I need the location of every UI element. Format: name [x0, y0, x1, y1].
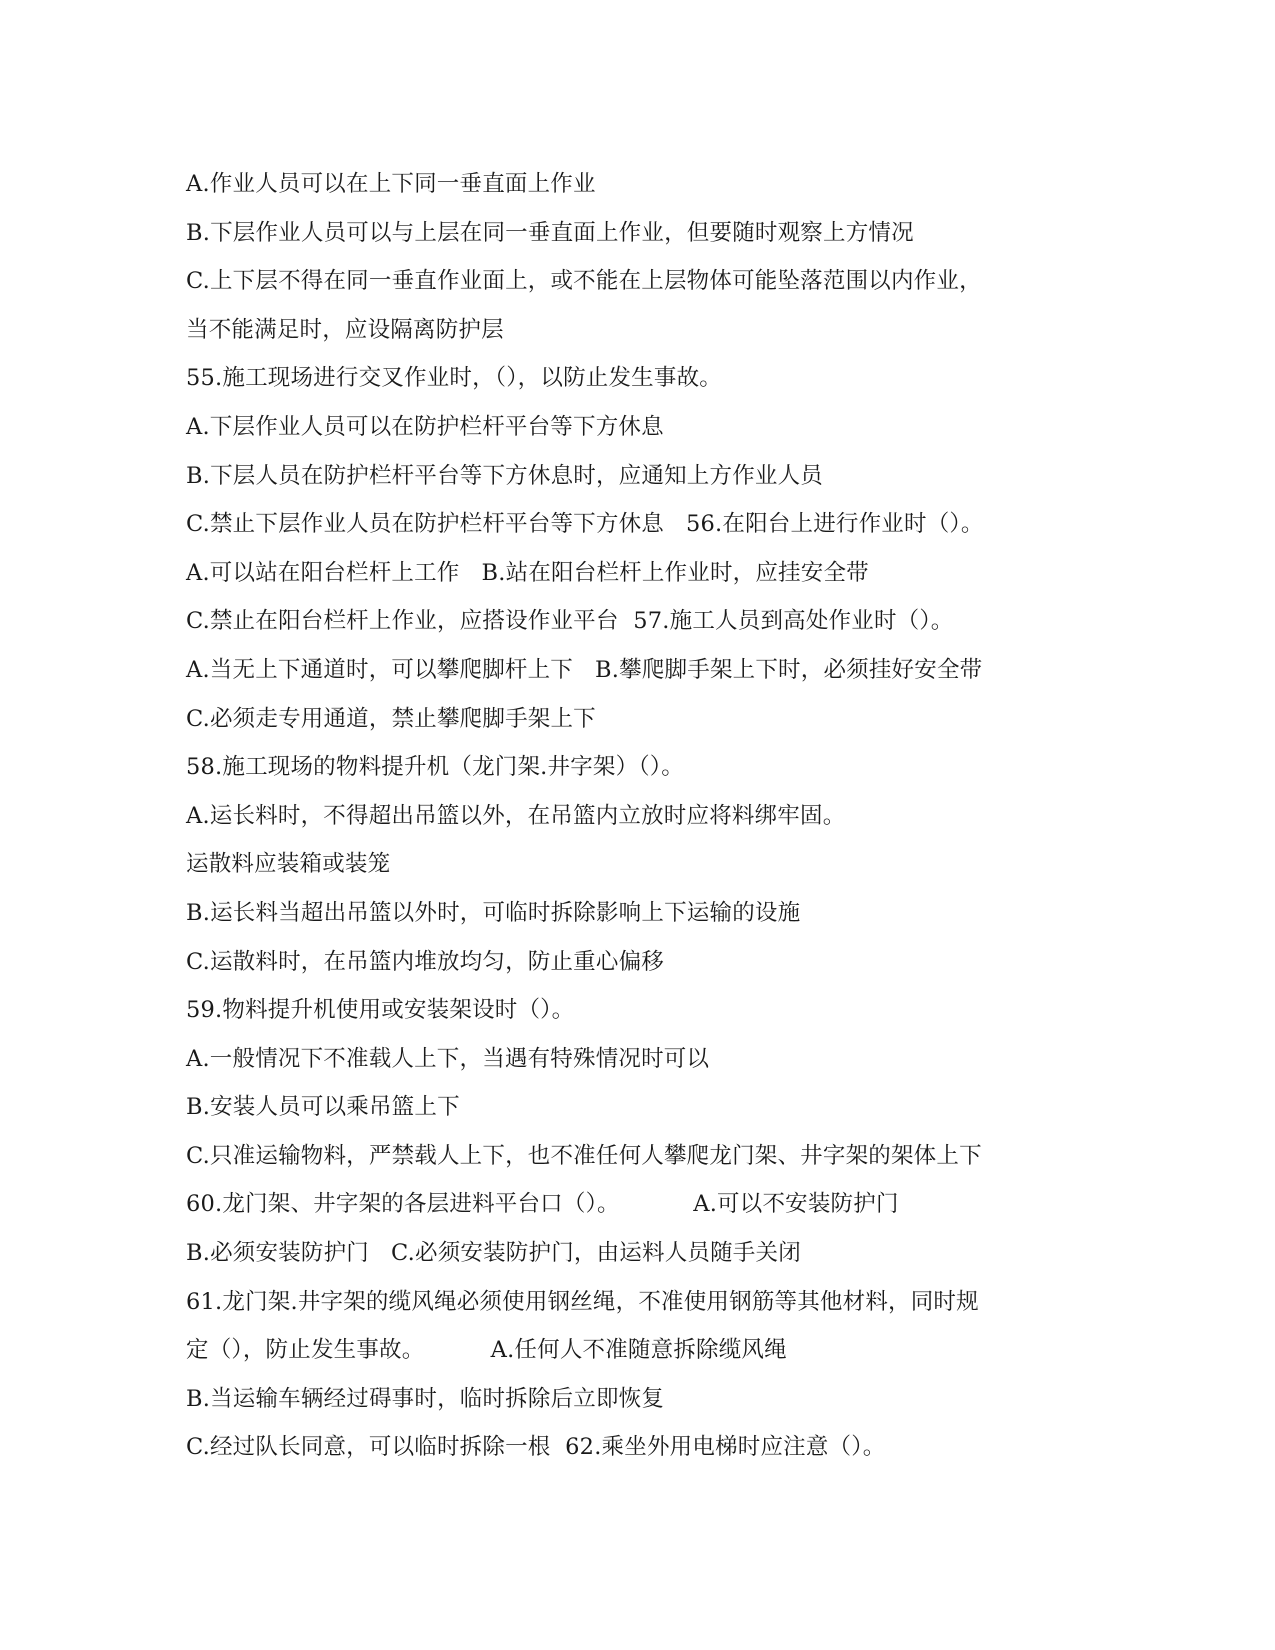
text-line: A.一般情况下不准载人上下，当遇有特殊情况时可以: [186, 1045, 710, 1072]
text-line: B.下层人员在防护栏杆平台等下方休息时，应通知上方作业人员: [186, 462, 823, 489]
text-line: 当不能满足时，应设隔离防护层: [186, 316, 504, 343]
text-line: C.运散料时，在吊篮内堆放均匀，防止重心偏移: [186, 948, 664, 975]
text-line: B.必须安装防护门 C.必须安装防护门，由运料人员随手关闭: [186, 1240, 801, 1267]
text-line: B.运长料当超出吊篮以外时，可临时拆除影响上下运输的设施: [186, 899, 801, 926]
document-body: [186, 160, 1086, 1472]
text-line: A.当无上下通道时，可以攀爬脚杆上下 B.攀爬脚手架上下时，必须挂好安全带: [186, 656, 983, 683]
text-line: B.下层作业人员可以与上层在同一垂直面上作业，但要随时观察上方情况: [186, 219, 914, 246]
text-line: C.经过队长同意，可以临时拆除一根 62.乘坐外用电梯时应注意（）。: [186, 1434, 886, 1461]
question-line: 61.龙门架.井字架的缆风绳必须使用钢丝绳，不准使用钢筋等其他材料，同时规: [186, 1288, 979, 1315]
text-line: 定（），防止发生事故。 A.任何人不准随意拆除缆风绳: [186, 1337, 787, 1364]
text-line: C.禁止在阳台栏杆上作业，应搭设作业平台 57.施工人员到高处作业时（）。: [186, 608, 954, 635]
text-line: C.禁止下层作业人员在防护栏杆平台等下方休息 56.在阳台上进行作业时（）。: [186, 511, 984, 538]
text-line: C.上下层不得在同一垂直作业面上，或不能在上层物体可能坠落范围以内作业，: [186, 268, 982, 295]
question-line: 60.龙门架、井字架的各层进料平台口（）。 A.可以不安装防护门: [186, 1191, 899, 1218]
question-line: 58.施工现场的物料提升机（龙门架.井字架）（）。: [186, 754, 684, 781]
text-line: B.当运输车辆经过碍事时，临时拆除后立即恢复: [186, 1385, 665, 1412]
text-line: A.下层作业人员可以在防护栏杆平台等下方休息: [186, 413, 664, 440]
text-line: C.必须走专用通道，禁止攀爬脚手架上下: [186, 705, 596, 732]
text-line: A.作业人员可以在上下同一垂直面上作业: [186, 171, 596, 197]
text-line: C.只准运输物料，严禁载人上下，也不准任何人攀爬龙门架、井字架的架体上下: [186, 1142, 982, 1169]
text-line: 运散料应装箱或装笼: [186, 851, 391, 878]
text-line: B.安装人员可以乘吊篮上下: [186, 1094, 460, 1121]
question-line: 59.物料提升机使用或安装架设时（）。: [186, 997, 575, 1024]
question-line: 55.施工现场进行交叉作业时，（），以防止发生事故。: [186, 365, 722, 392]
text-line: A.可以站在阳台栏杆上工作 B.站在阳台栏杆上作业时，应挂安全带: [186, 559, 869, 586]
text-line: A.运长料时，不得超出吊篮以外，在吊篮内立放时应将料绑牢固。: [186, 802, 846, 829]
